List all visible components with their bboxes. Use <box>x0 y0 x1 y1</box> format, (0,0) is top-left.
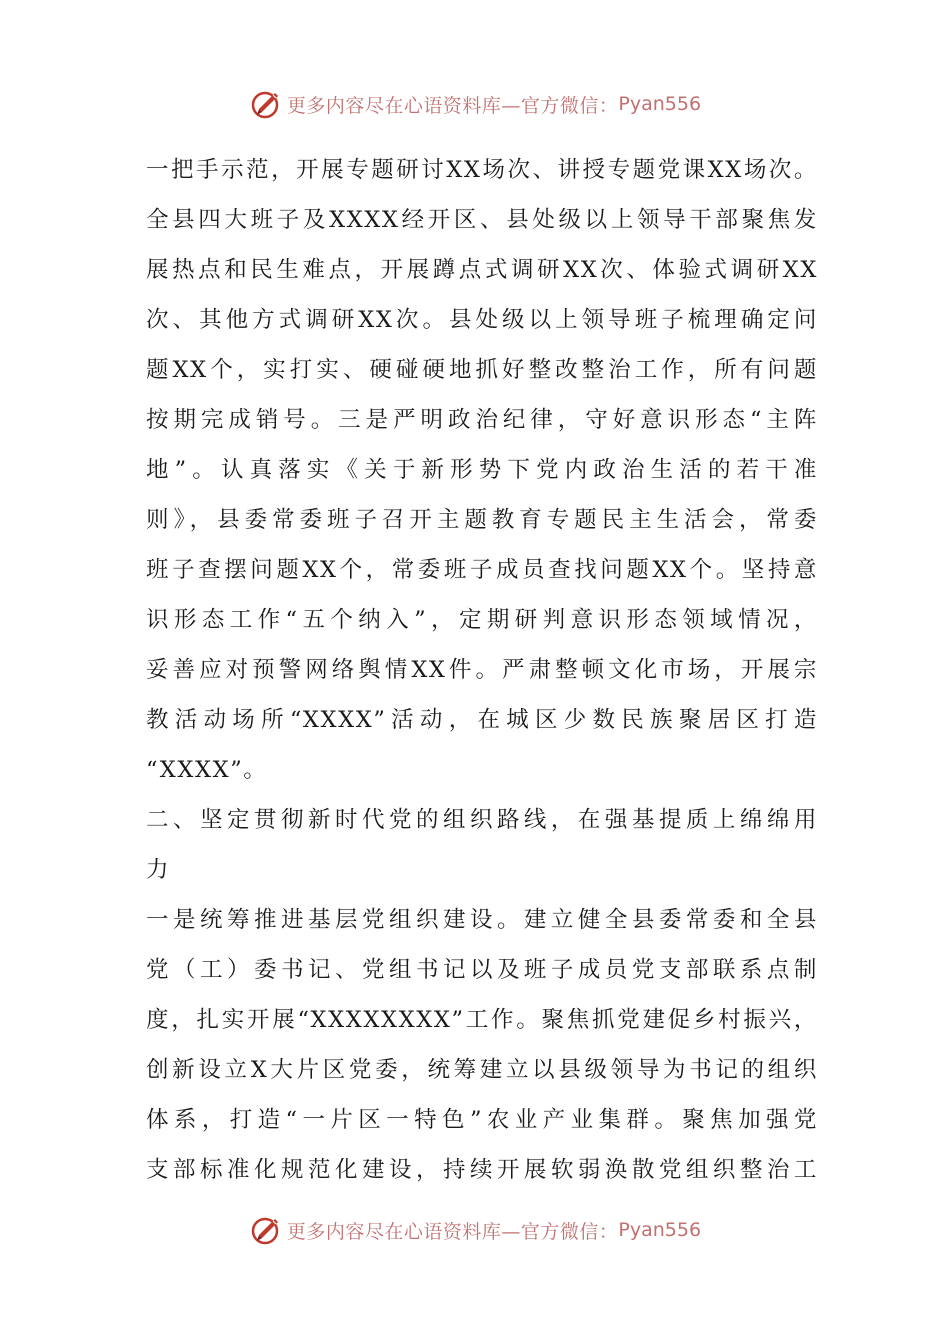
text-line: 按期完成销号。三是严明政治纪律，守好意识形态“主阵 <box>146 407 818 433</box>
text-line: 班子查摆问题XX个，常委班子成员查找问题XX个。坚持意 <box>146 557 818 583</box>
text-line: 一是统筹推进基层党组织建设。建立健全县委常委和全县 <box>146 907 818 933</box>
banner-wechat-id: Pyan556 <box>618 93 702 115</box>
pen-seal-icon <box>249 87 283 121</box>
banner-text: 更多内容尽在心语资料库—官方微信： <box>286 1220 619 1243</box>
text-line: 党（工）委书记、党组书记以及班子成员党支部联系点制 <box>146 957 818 983</box>
text-line: 地”。认真落实《关于新形势下党内政治生活的若干准 <box>146 457 818 483</box>
text-line: “XXXX”。 <box>146 757 268 783</box>
text-line: 体系，打造“一片区一特色”农业产业集群。聚焦加强党 <box>146 1107 818 1133</box>
text-line: 题XX个，实打实、硬碰硬地抓好整改整治工作，所有问题 <box>146 357 818 383</box>
text-line: 则》，县委常委班子召开主题教育专题民主生活会，常委 <box>146 507 818 533</box>
section-heading: 二、坚定贯彻新时代党的组织路线，在强基提质上绵绵用 <box>146 807 818 833</box>
text-line: 识形态工作“五个纳入”，定期研判意识形态领域情况， <box>146 607 818 633</box>
footer-banner <box>0 1208 950 1252</box>
text-line: 支部标准化规范化建设，持续开展软弱涣散党组织整治工 <box>146 1157 818 1183</box>
text-line: 创新设立X大片区党委，统筹建立以县级领导为书记的组织 <box>146 1057 818 1083</box>
text-line: 次、其他方式调研XX次。县处级以上领导班子梳理确定问 <box>146 307 818 333</box>
text-line: 全县四大班子及XXXX经开区、县处级以上领导干部聚焦发 <box>146 207 818 233</box>
text-line: 一把手示范，开展专题研讨XX场次、讲授专题党课XX场次。 <box>146 157 818 183</box>
text-line: 展热点和民生难点，开展蹲点式调研XX次、体验式调研XX <box>146 257 818 283</box>
pen-seal-icon <box>249 1213 283 1247</box>
text-line: 妥善应对预警网络舆情XX件。严肃整顿文化市场，开展宗 <box>146 657 818 683</box>
banner-wechat-id: Pyan556 <box>618 1219 702 1241</box>
header-banner <box>0 82 950 126</box>
text-line: 教活动场所“XXXX”活动，在城区少数民族聚居区打造 <box>146 707 818 733</box>
text-line: 度，扎实开展“XXXXXXXX”工作。聚焦抓党建促乡村振兴， <box>146 1007 818 1033</box>
banner-text: 更多内容尽在心语资料库—官方微信： <box>286 94 619 117</box>
document-body <box>146 145 818 1195</box>
section-heading: 力 <box>146 857 171 883</box>
